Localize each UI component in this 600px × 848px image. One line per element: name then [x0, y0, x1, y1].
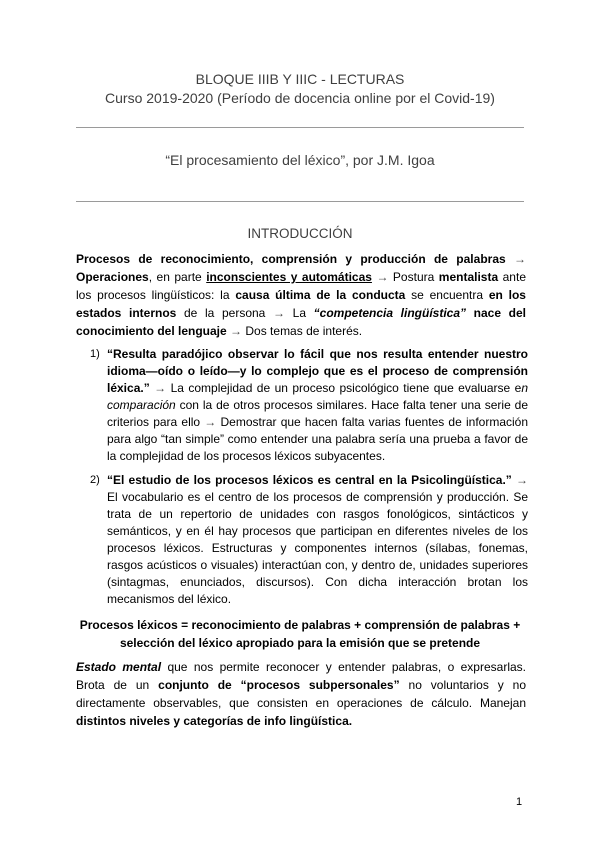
intro-paragraph: Procesos de reconocimiento, comprensión y producción de palabras → Operaciones, en parte inconscientes y automáticas → Postura mentalista ante los procesos lingüísticos: la causa última de la conducta se encuentra en los estados internos de la persona → La “competencia lingüística” nace del conocimiento del lenguaje → Dos temas de interés. [76, 252, 527, 338]
list-number: 2) [90, 474, 100, 486]
list-item: 2) “El estudio de los procesos léxicos es central en la Psicolingüística.” → El vocabulario es el centro de los procesos de comprensión y producción. Se trata de un repertorio de unidades con rasgos fonológicos, sintácticos y semánticos, y en él hay procesos que participan en diferentes niveles de los procesos léxicos. Estructuras y componentes internos (sílabas, fonemas, rasgos acústicos o visuales) interactúan con, y dentro de, unidades superiores (sintagmas, enunciados, discursos). Con dicha interacción brotan los mecanismos del léxico. [90, 473, 528, 606]
document-header [0, 70, 600, 108]
list-item: 1) “Resulta paradójico observar lo fácil que nos resulta entender nuestro idioma—oído o leído—y lo complejo que es el proceso de comprensión léxica.” → La complejidad de un proceso psicológico tiene que evaluarse en comparación con la de otros procesos similares. Hace falta tener una serie de criterios para ello → Demostrar que hacen falta varias fuentes de información para algo “tan simple” como entender una palabra sería una prueba a favor de la complejidad de los procesos léxicos subyacentes. [90, 347, 528, 463]
list-number: 1) [90, 348, 100, 360]
block-title: BLOQUE IIIB Y IIIC - LECTURAS [195, 71, 405, 87]
reading-title: “El procesamiento del léxico”, por J.M. Igoa [165, 152, 435, 168]
course-line: Curso 2019-2020 (Período de docencia online por el Covid-19) [105, 90, 495, 106]
closing-paragraph: Estado mental que nos permite reconocer y entender palabras, o expresarlas. Brota de un conjunto de “procesos subpersonales” no voluntarios y no directamente observables, que consisten en operaciones de cálculo. Manejan distintos niveles y categorías de info lingüística. [76, 660, 527, 728]
divider-top [76, 127, 524, 128]
divider-bottom [76, 201, 524, 202]
page-number: 1 [516, 796, 523, 808]
definition: Procesos léxicos = reconocimiento de palabras + comprensión de palabras + selección del léxico apropiado para la emisión que se pretende [79, 618, 521, 650]
section-heading: INTRODUCCIÓN [247, 226, 353, 241]
